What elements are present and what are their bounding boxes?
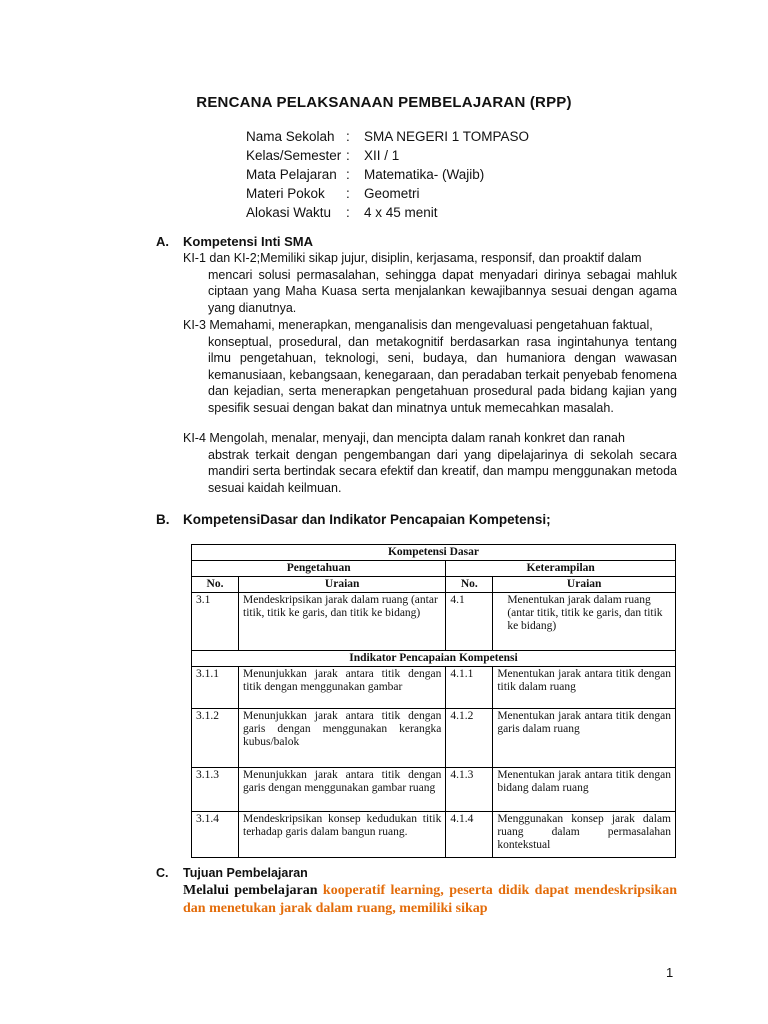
ipk-number: 4.1.3 [446, 768, 493, 812]
info-value: XII / 1 [364, 148, 400, 163]
identity-block [246, 127, 529, 222]
section-title: KompetensiDasar dan Indikator Pencapaian Kompetensi; [183, 512, 551, 527]
col-uraian: Uraian [493, 577, 676, 593]
info-value: Matematika- (Wajib) [364, 167, 485, 182]
kd-number: 3.1 [192, 593, 239, 651]
ki-3-first-line: KI-3 Memahami, menerapkan, menganalisis dan mengevaluasi pengetahuan faktual, [183, 318, 653, 332]
ipk-text: Menentukan jarak antara titik dengan garis dalam ruang [493, 709, 676, 768]
table-row [192, 812, 676, 858]
kd-text: Mendeskripsikan jarak dalam ruang (antar titik, titik ke garis, dan titik ke bidang) [239, 593, 446, 651]
table-row [192, 709, 676, 768]
ipk-text: Menggunakan konsep jarak dalam ruang dalam permasalahan kontekstual [493, 812, 676, 858]
table-header-row [192, 651, 676, 667]
kd-header: Kompetensi Dasar [192, 545, 676, 561]
section-letter: C. [156, 866, 169, 880]
ipk-text: Mendeskripsikan konsep kedudukan titik terhadap garis dalam bangun ruang. [239, 812, 446, 858]
ipk-number: 4.1.1 [446, 667, 493, 709]
pengetahuan-header: Pengetahuan [192, 561, 446, 577]
ipk-text: Menentukan jarak antara titik dengan bidang dalam ruang [493, 768, 676, 812]
info-row-material [246, 184, 529, 203]
info-value: 4 x 45 menit [364, 205, 438, 220]
info-row-school [246, 127, 529, 146]
ipk-text: Menunjukkan jarak antara titik dengan garis dengan menggunakan kerangka kubus/balok [239, 709, 446, 768]
ki-1-2-first-line: KI-1 dan KI-2;Memiliki sikap jujur, disiplin, kerjasama, responsif, dan proaktif dalam [183, 251, 642, 265]
info-label: Nama Sekolah [246, 129, 335, 144]
info-colon: : [346, 167, 350, 182]
info-label: Mata Pelajaran [246, 167, 337, 182]
info-colon: : [346, 205, 350, 220]
info-label: Alokasi Waktu [246, 205, 332, 220]
learning-objective [183, 882, 677, 918]
ipk-number: 3.1.4 [192, 812, 239, 858]
ipk-number: 4.1.2 [446, 709, 493, 768]
table-header-row [192, 577, 676, 593]
kd-text: Menentukan jarak dalam ruang (antar titik, titik ke garis, dan titik ke bidang) [493, 593, 676, 651]
ipk-number: 3.1.1 [192, 667, 239, 709]
section-letter: B. [156, 512, 170, 527]
table-header-row [192, 561, 676, 577]
keterampilan-header: Keterampilan [446, 561, 676, 577]
table-header-row [192, 545, 676, 561]
info-colon: : [346, 186, 350, 201]
section-title: Kompetensi Inti SMA [183, 234, 314, 249]
table-row [192, 667, 676, 709]
table-row [192, 768, 676, 812]
ki-4-continuation: abstrak terkait dengan pengembangan dari yang dipelajarinya di sekolah secara mandiri serta bertindak secara efektif dan kreatif, dan mampu menggunakan metoda sesuai kaidah keilmuan. [208, 447, 677, 495]
document-title: RENCANA PELAKSANAAN PEMBELAJARAN (RPP) [196, 94, 572, 111]
ipk-text: Menunjukkan jarak antara titik dengan titik dengan menggunakan gambar [239, 667, 446, 709]
section-letter: A. [156, 234, 169, 249]
col-uraian: Uraian [239, 577, 446, 593]
ipk-number: 3.1.3 [192, 768, 239, 812]
ipk-header: Indikator Pencapaian Kompetensi [192, 651, 676, 667]
info-colon: : [346, 129, 350, 144]
ki-4 [183, 430, 677, 496]
info-row-subject [246, 165, 529, 184]
page-number: 1 [666, 965, 674, 980]
competency-table [191, 544, 676, 858]
objective-text: Melalui pembelajaran [183, 883, 323, 898]
kd-number: 4.1 [446, 593, 493, 651]
info-label: Materi Pokok [246, 186, 325, 201]
col-no: No. [192, 577, 239, 593]
col-no: No. [446, 577, 493, 593]
table-row [192, 593, 676, 651]
info-colon: : [346, 148, 350, 163]
ki-1-2 [183, 250, 677, 316]
info-row-time [246, 203, 529, 222]
ki-1-2-continuation: mencari solusi permasalahan, sehingga dapat menyadari dirinya sebagai mahluk ciptaan yang Maha Kuasa serta menjalankan kewajibannya sesuai dengan agama yang dianutnya. [208, 267, 677, 315]
ipk-text: Menentukan jarak antara titik dengan titik dalam ruang [493, 667, 676, 709]
info-row-class [246, 146, 529, 165]
ki-3-continuation: konseptual, prosedural, dan metakognitif berdasarkan rasa ingintahunya tentang ilmu pengetahuan, teknologi, seni, budaya, dan humaniora dengan wawasan kemanusiaan, kebangsaan, kenegaraan, dan peradaban terkait penyebab fenomena dan kejadian, serta menerapkan pengetahuan prosedural pada bidang kajian yang spesifik sesuai dengan bakat dan minatnya untuk memecahkan masalah. [208, 334, 677, 415]
ipk-number: 3.1.2 [192, 709, 239, 768]
info-value: SMA NEGERI 1 TOMPASO [364, 129, 530, 144]
ipk-text: Menunjukkan jarak antara titik dengan garis dengan menggunakan gambar ruang [239, 768, 446, 812]
ipk-number: 4.1.4 [446, 812, 493, 858]
info-label: Kelas/Semester [246, 148, 342, 163]
section-title: Tujuan Pembelajaran [183, 866, 308, 880]
info-value: Geometri [364, 186, 420, 201]
objective-highlight: kooperatif learning, peserta didik dapat mendeskripsikan dan menetukan jarak dalam ruang, memiliki sikap [183, 883, 677, 916]
ki-3 [183, 317, 677, 416]
ki-4-first-line: KI-4 Mengolah, menalar, menyaji, dan mencipta dalam ranah konkret dan ranah [183, 431, 625, 445]
